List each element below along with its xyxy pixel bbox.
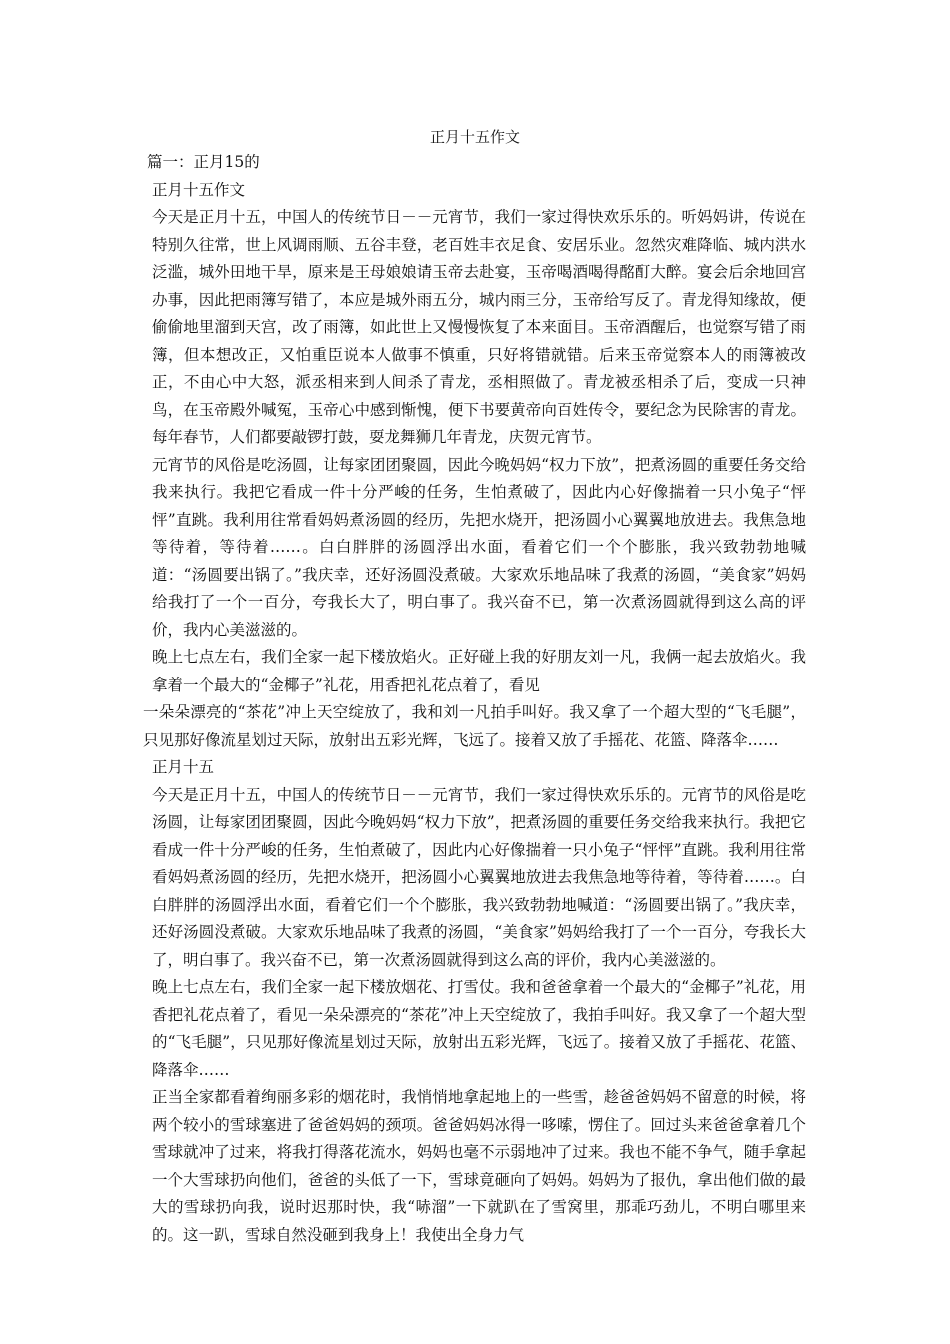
paragraph: 晚上七点左右，我们全家一起下楼放焰火。正好碰上我的好朋友刘一凡，我俩一起去放焰火。我拿着一个最大的“金椰子”礼花，用香把礼花点着了，看见 — [152, 648, 806, 694]
paragraph: 今天是正月十五，中国人的传统节日－－元宵节，我们一家过得快欢乐乐的。听妈妈讲，传说在特别久往常，世上风调雨顺、五谷丰登，老百姓丰衣足食、安居乐业。忽然灾难降临、城内洪水泛滥，城外田地干旱，原来是王母娘娘请玉帝去赴宴，玉帝喝酒喝得酩酊大醉。宴会后余地回宫办事，因此把雨簿写错了，本应是城外雨五分，城内雨三分，玉帝给写反了。青龙得知缘故，便偷偷地里溜到天宫，改了雨簿，如此世上又慢慢恢复了本来面目。玉帝酒醒后，也觉察写错了雨簿，但本想改正，又怕重臣说本人做事不慎重，只好将错就错。后来玉帝觉察本人的雨簿被改正，不由心中大怒，派丞相来到人间杀了青龙，丞相照做了。青龙被丞相杀了后，变成一只神鸟，在玉帝殿外喊冤，玉帝心中感到惭愧，便下书要黄帝向百姓传令，要纪念为民除害的青龙。每年春节，人们都要敲锣打鼓，耍龙舞狮几年青龙，庆贺元宵节。 — [152, 208, 806, 446]
paragraph: 一朵朵漂亮的“茶花”冲上天空绽放了，我和刘一凡拍手叫好。我又拿了一个超大型的“飞毛腿”，只见那好像流星划过天际，放射出五彩光辉，飞远了。接着又放了手摇花、花篮、降落伞…… — [143, 703, 806, 749]
section-heading: 篇一：正月15的 — [147, 153, 260, 171]
paragraph: 正当全家都看着绚丽多彩的烟花时，我悄悄地拿起地上的一些雪，趁爸爸妈妈不留意的时候，将两个较小的雪球塞进了爸爸妈妈的颈项。爸爸妈妈冰得一哆嗦，愣住了。回过头来爸爸拿着几个雪球就冲了过来，将我打得落花流水，妈妈也毫不示弱地冲了过来。我也不能不争气，随手拿起一个大雪球扔向他们，爸爸的头低了一下，雪球竟砸向了妈妈。妈妈为了报仇，拿出他们做的最大的雪球扔向我，说时迟那时快，我“哧溜”一下就趴在了雪窝里，那乖巧劲儿，不明白哪里来的。这一趴，雪球自然没砸到我身上！我使出全身力气 — [152, 1088, 806, 1244]
document-body — [143, 149, 806, 1249]
paragraph: 元宵节的风俗是吃汤圆，让每家团团聚圆，因此今晚妈妈“权力下放”，把煮汤圆的重要任务交给我来执行。我把它看成一件十分严峻的任务，生怕煮破了，因此内心好像揣着一只小兔子“怦怦”直跳。我利用往常看妈妈煮汤圆的经历，先把水烧开，把汤圆小心翼翼地放进去。我焦急地等待着，等待着……。白白胖胖的汤圆浮出水面，看着它们一个个膨胀，我兴致勃勃地喊道：“汤圆要出锅了。”我庆幸，还好汤圆没煮破。大家欢乐地品味了我煮的汤圆，“美食家”妈妈给我打了一个一百分，夸我长大了，明白事了。我兴奋不已，第一次煮汤圆就得到这么高的评价，我内心美滋滋的。 — [152, 455, 806, 639]
paragraph: 晚上七点左右，我们全家一起下楼放烟花、打雪仗。我和爸爸拿着一个最大的“金椰子”礼花，用香把礼花点着了，看见一朵朵漂亮的“茶花”冲上天空绽放了，我拍手叫好。我又拿了一个超大型的“飞毛腿”，只见那好像流星划过天际，放射出五彩光辉，飞远了。接着又放了手摇花、花篮、降落伞…… — [152, 978, 806, 1079]
essay-title: 正月十五作文 — [152, 180, 246, 199]
document-title: 正月十五作文 — [429, 128, 520, 146]
essay-title: 正月十五 — [152, 758, 215, 776]
paragraph: 今天是正月十五，中国人的传统节日－－元宵节，我们一家过得快欢乐乐的。元宵节的风俗是吃汤圆，让每家团团聚圆，因此今晚妈妈“权力下放”，把煮汤圆的重要任务交给我来执行。我把它看成一件十分严峻的任务，生怕煮破了，因此内心好像揣着一只小兔子“怦怦”直跳。我利用往常看妈妈煮汤圆的经历，先把水烧开，把汤圆小心翼翼地放进去我焦急地等待着，等待着……。白白胖胖的汤圆浮出水面，看着它们一个个膨胀，我兴致勃勃地喊道：“汤圆要出锅了。”我庆幸，还好汤圆没煮破。大家欢乐地品味了我煮的汤圆，“美食家”妈妈给我打了一个一百分，夸我长大了，明白事了。我兴奋不已，第一次煮汤圆就得到这么高的评价，我内心美滋滋的。 — [152, 785, 806, 969]
